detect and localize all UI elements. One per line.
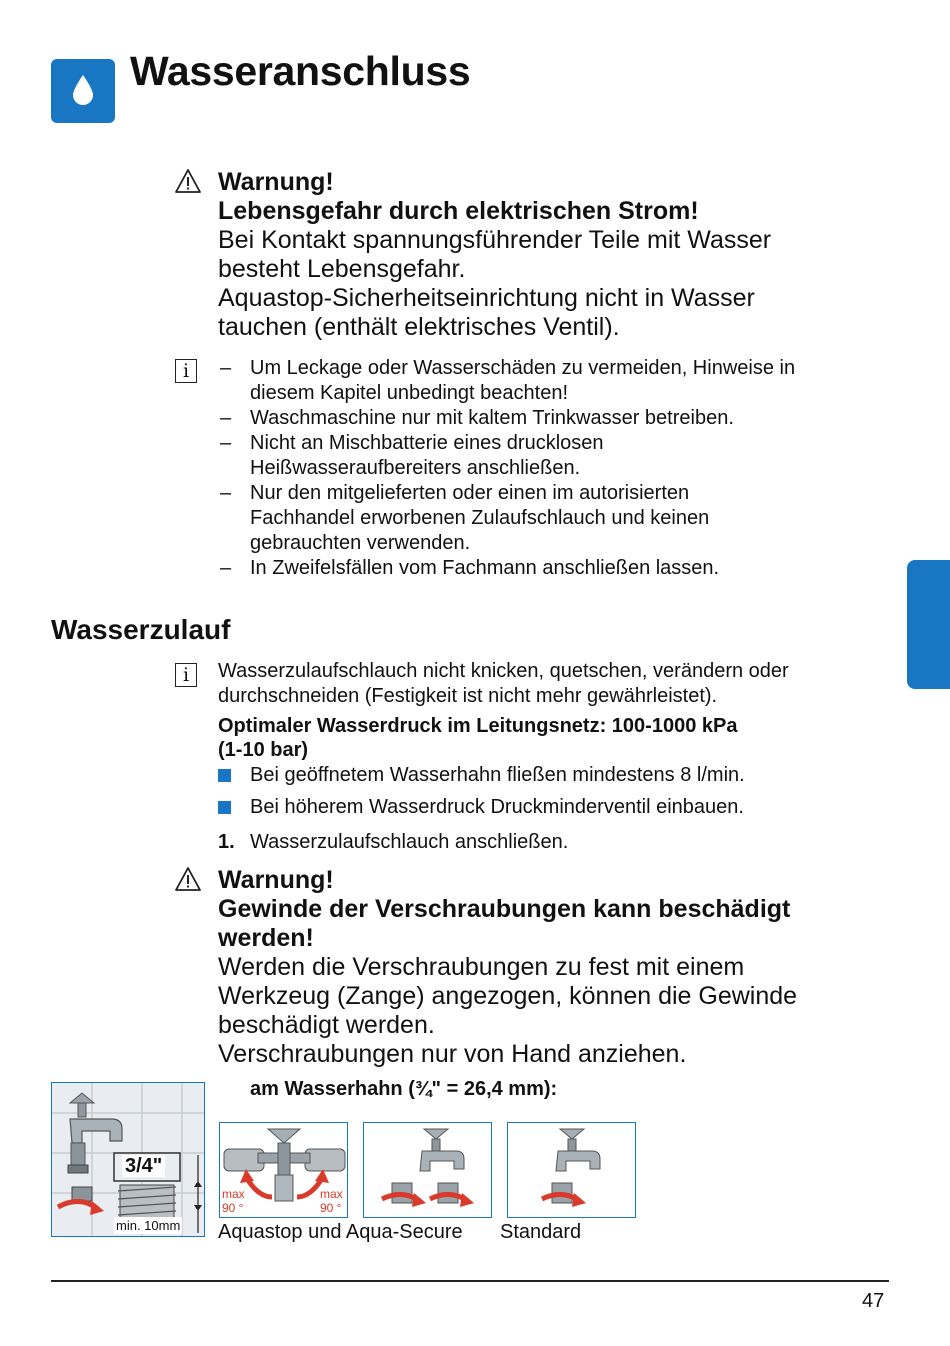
warning-line: Verschraubungen nur von Hand anziehen. — [218, 1040, 687, 1068]
info-icon: i — [175, 663, 197, 687]
hose-info-text — [218, 659, 898, 709]
warning-subtitle: Lebensgefahr durch elektrischen Strom! — [218, 197, 699, 225]
aquastop-figure — [219, 1122, 348, 1218]
pressure-line: Optimaler Wasserdruck im Leitungsnetz: 100-1000 kPa — [218, 715, 738, 737]
list-item-line: gebrauchten verwenden. — [250, 532, 471, 554]
caption-standard: Standard — [500, 1221, 582, 1243]
bullet-text: Bei geöffnetem Wasserhahn fließen mindestens 8 l/min. — [250, 764, 745, 786]
list-item-line: Fachhandel erworbenen Zulaufschlauch und keinen — [250, 507, 710, 529]
hose-info-line: Wasserzulaufschlauch nicht knicken, quetschen, verändern oder — [218, 660, 789, 682]
max-angle-right — [320, 1187, 343, 1215]
faucet-thread-figure — [51, 1082, 205, 1237]
footer-divider — [51, 1280, 889, 1282]
warning-triangle-icon — [174, 866, 202, 892]
warning-line: beschädigt werden. — [218, 1011, 435, 1039]
warning-title: Warnung! — [218, 866, 334, 894]
safety-notes-list — [218, 356, 898, 581]
thread-size-label: 3/4" — [122, 1155, 165, 1177]
list-item — [218, 406, 898, 431]
aqua-secure-illustration — [364, 1123, 492, 1218]
warning-line: Werkzeug (Zange) angezogen, können die Gewinde — [218, 982, 798, 1010]
list-item — [218, 431, 898, 481]
warning-thread-block — [218, 866, 888, 1069]
caption-aquastop: Aquastop und Aqua-Secure — [218, 1221, 463, 1243]
warning-line: Werden die Verschraubungen zu fest mit einem — [218, 953, 745, 981]
chapter-tab — [907, 560, 950, 689]
max-angle-value: 90 ° — [222, 1201, 244, 1215]
faucet-heading: am Wasserhahn (¾" = 26,4 mm): — [250, 1078, 558, 1100]
max-angle-value: 90 ° — [320, 1201, 342, 1215]
square-bullet-icon — [218, 801, 231, 814]
list-item — [218, 356, 898, 406]
min-length-label: min. 10mm — [116, 1218, 181, 1233]
warning-subtitle: werden! — [218, 924, 314, 952]
list-item-line: – In Zweifelsfällen vom Fachmann anschließen lassen. — [250, 557, 720, 579]
warning-subtitle: Gewinde der Verschraubungen kann beschädigt — [218, 895, 791, 923]
max-label: max — [320, 1187, 343, 1201]
step-number: 1. — [218, 831, 235, 853]
aqua-secure-figure — [363, 1122, 492, 1218]
warning-electric-block — [218, 168, 888, 342]
list-item-line: – Waschmaschine nur mit kaltem Trinkwasser betreiben. — [250, 407, 734, 429]
list-item-line: – Um Leckage oder Wasserschäden zu vermeiden, Hinweise in — [250, 357, 796, 379]
max-angle-left — [222, 1187, 245, 1215]
square-bullet-icon — [218, 769, 231, 782]
page-number: 47 — [862, 1290, 885, 1312]
warning-line: tauchen (enthält elektrisches Ventil). — [218, 313, 620, 341]
list-item-line: diesem Kapitel unbedingt beachten! — [250, 382, 569, 404]
info-icon: i — [175, 359, 197, 383]
water-drop-icon — [70, 73, 96, 107]
warning-line: besteht Lebensgefahr. — [218, 255, 466, 283]
warning-line: Aquastop-Sicherheitseinrichtung nicht in Wasser — [218, 284, 755, 312]
standard-figure — [507, 1122, 636, 1218]
standard-illustration — [508, 1123, 636, 1218]
pressure-line: (1-10 bar) — [218, 739, 309, 761]
hose-info-line: durchschneiden (Festigkeit ist nicht mehr gewährleistet). — [218, 685, 718, 707]
page-title: Wasseranschluss — [130, 48, 471, 94]
bullet-text: Bei höherem Wasserdruck Druckminderventil einbauen. — [250, 796, 744, 818]
section-title: Wasserzulauf — [51, 614, 231, 645]
warning-triangle-icon — [174, 168, 202, 194]
list-item — [218, 556, 898, 581]
list-item-line: – Nicht an Mischbatterie eines drucklosen — [250, 432, 604, 454]
step-text: Wasserzulaufschlauch anschließen. — [250, 831, 569, 853]
list-item — [218, 481, 898, 556]
list-item-line: Heißwasseraufbereiters anschließen. — [250, 457, 581, 479]
list-item-line: – Nur den mitgelieferten oder einen im autorisierten — [250, 482, 690, 504]
bullet-item — [218, 763, 745, 788]
pressure-heading — [218, 714, 898, 762]
warning-line: Bei Kontakt spannungsführender Teile mit Wasser — [218, 226, 772, 254]
max-label: max — [222, 1187, 245, 1201]
water-drop-icon-box — [51, 59, 115, 123]
warning-title: Warnung! — [218, 168, 334, 196]
bullet-item — [218, 795, 744, 820]
